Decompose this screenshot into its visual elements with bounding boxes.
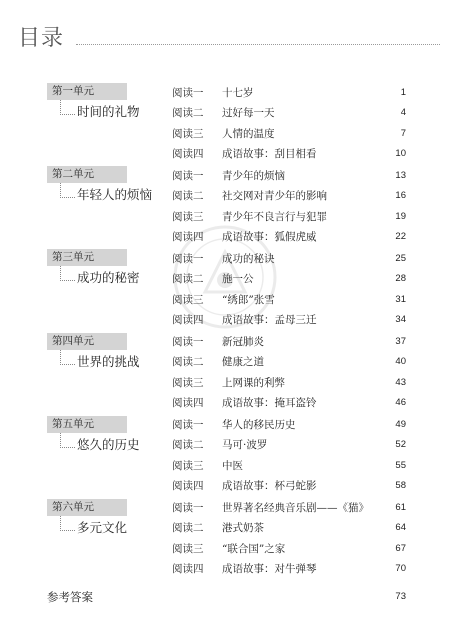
toc-entry[interactable]: [0, 290, 456, 310]
entry-title: 中医: [222, 459, 243, 472]
toc-entry[interactable]: [0, 207, 456, 227]
entry-label: 阅读一: [172, 502, 204, 514]
entry-title: 社交网对青少年的影响: [222, 190, 327, 203]
toc-entry[interactable]: [0, 456, 456, 476]
entry-title: 成语故事：刮目相看: [222, 147, 317, 160]
entry-page-number: 25: [395, 253, 406, 264]
entry-title: 世界著名经典音乐剧——《猫》: [222, 502, 369, 514]
entry-title: 马可·波罗: [222, 439, 268, 452]
unit-theme: 时间的礼物: [77, 104, 140, 119]
toc-entry[interactable]: [0, 332, 456, 352]
entry-page-number: 13: [395, 170, 406, 181]
entry-title: 人情的温度: [222, 127, 275, 140]
entry-title: 上网课的利弊: [222, 376, 285, 389]
title-divider: [76, 44, 440, 45]
entry-label: 阅读三: [172, 293, 204, 306]
entry-page-number: 43: [395, 376, 406, 388]
entry-label: 阅读二: [172, 190, 204, 203]
entry-label: 阅读三: [172, 210, 204, 223]
unit-theme: 成功的秘密: [77, 270, 140, 285]
entry-page-number: 31: [395, 293, 406, 305]
entry-title: 新冠肺炎: [222, 336, 264, 348]
entry-label: 阅读三: [172, 459, 204, 472]
entry-label: 阅读三: [172, 542, 204, 555]
entry-title: 十七岁: [222, 87, 254, 99]
entry-label: 阅读二: [172, 273, 204, 286]
entry-label: 阅读四: [172, 313, 204, 326]
toc-entry[interactable]: [0, 310, 456, 330]
answers-page-number: 73: [395, 591, 406, 602]
entry-label: 阅读一: [172, 170, 204, 182]
entry-page-number: 64: [395, 522, 406, 534]
entry-label: 阅读三: [172, 127, 204, 140]
entry-label: 阅读四: [172, 562, 204, 575]
toc-entry[interactable]: [0, 373, 456, 393]
toc-entry[interactable]: [0, 559, 456, 579]
entry-label: 阅读二: [172, 439, 204, 452]
entry-page-number: 4: [400, 107, 406, 119]
entry-title: 施一公: [222, 273, 254, 286]
toc-entry[interactable]: [0, 124, 456, 144]
entry-title: “联合国”之家: [222, 542, 286, 555]
toc-entry[interactable]: [0, 539, 456, 559]
entry-page-number: 10: [395, 147, 406, 159]
toc-entry[interactable]: [0, 186, 456, 206]
entry-title: 成语故事：对牛弹琴: [222, 562, 317, 575]
entry-page-number: 46: [395, 396, 406, 408]
toc-entry[interactable]: [0, 435, 456, 455]
entry-title: 青少年不良言行与犯罪: [222, 210, 327, 223]
entry-page-number: 22: [395, 230, 406, 242]
entry-title: 成功的秘诀: [222, 253, 275, 265]
toc-entry[interactable]: [0, 518, 456, 538]
toc-entry[interactable]: [0, 83, 456, 103]
entry-label: 阅读一: [172, 253, 204, 265]
entry-title: 健康之道: [222, 356, 264, 369]
entry-title: 过好每一天: [222, 107, 275, 120]
entry-title: 华人的移民历史: [222, 419, 296, 431]
page-title: 目录: [18, 26, 65, 51]
entry-label: 阅读四: [172, 230, 204, 243]
entry-page-number: 34: [395, 313, 406, 325]
entry-page-number: 49: [395, 419, 406, 430]
entry-label: 阅读二: [172, 107, 204, 120]
toc-entry[interactable]: [0, 144, 456, 164]
entry-label: 阅读四: [172, 479, 204, 492]
toc-entry[interactable]: [0, 166, 456, 186]
entry-page-number: 19: [395, 210, 406, 222]
unit-badge: 第六单元: [47, 499, 127, 516]
entry-page-number: 37: [395, 336, 406, 347]
unit-theme: 悠久的历史: [77, 437, 140, 452]
entry-page-number: 61: [395, 502, 406, 513]
unit-badge: 第五单元: [47, 416, 127, 433]
entry-title: 港式奶茶: [222, 522, 264, 535]
unit-theme: 多元文化: [77, 520, 128, 535]
entry-label: 阅读四: [172, 147, 204, 160]
entry-title: “绣郎”张雪: [222, 293, 275, 306]
entry-label: 阅读一: [172, 419, 204, 431]
entry-title: 成语故事：狐假虎威: [222, 230, 317, 243]
entry-title: 成语故事：掩耳盗铃: [222, 396, 317, 409]
toc-entry[interactable]: [0, 393, 456, 413]
entry-label: 阅读一: [172, 336, 204, 348]
entry-page-number: 16: [395, 190, 406, 202]
toc-entry[interactable]: [0, 352, 456, 372]
entry-label: 阅读三: [172, 376, 204, 389]
toc-entry[interactable]: [0, 249, 456, 269]
toc-entry[interactable]: [0, 103, 456, 123]
entry-page-number: 67: [395, 542, 406, 554]
unit-theme: 世界的挑战: [77, 354, 140, 369]
unit-badge: 第一单元: [47, 83, 127, 100]
toc-entry[interactable]: [0, 476, 456, 496]
entry-label: 阅读二: [172, 356, 204, 369]
entry-label: 阅读二: [172, 522, 204, 535]
unit-badge: 第四单元: [47, 333, 127, 350]
answers-label[interactable]: 参考答案: [47, 590, 93, 604]
entry-title: 青少年的烦恼: [222, 170, 285, 182]
toc-entry[interactable]: [0, 269, 456, 289]
entry-page-number: 1: [400, 87, 406, 98]
entry-title: 成语故事：孟母三迁: [222, 313, 317, 326]
entry-page-number: 55: [395, 459, 406, 471]
unit-badge: 第二单元: [47, 166, 127, 183]
entry-page-number: 52: [395, 439, 406, 451]
toc-entry[interactable]: [0, 498, 456, 518]
entry-label: 阅读四: [172, 396, 204, 409]
entry-page-number: 58: [395, 479, 406, 491]
unit-theme: 年轻人的烦恼: [77, 187, 153, 202]
entry-label: 阅读一: [172, 87, 204, 99]
entry-title: 成语故事：杯弓蛇影: [222, 479, 317, 492]
entry-page-number: 70: [395, 562, 406, 574]
unit-badge: 第三单元: [47, 249, 127, 266]
entry-page-number: 28: [395, 273, 406, 285]
toc-entry[interactable]: [0, 415, 456, 435]
toc-entry[interactable]: [0, 227, 456, 247]
entry-page-number: 7: [400, 127, 406, 139]
entry-page-number: 40: [395, 356, 406, 368]
